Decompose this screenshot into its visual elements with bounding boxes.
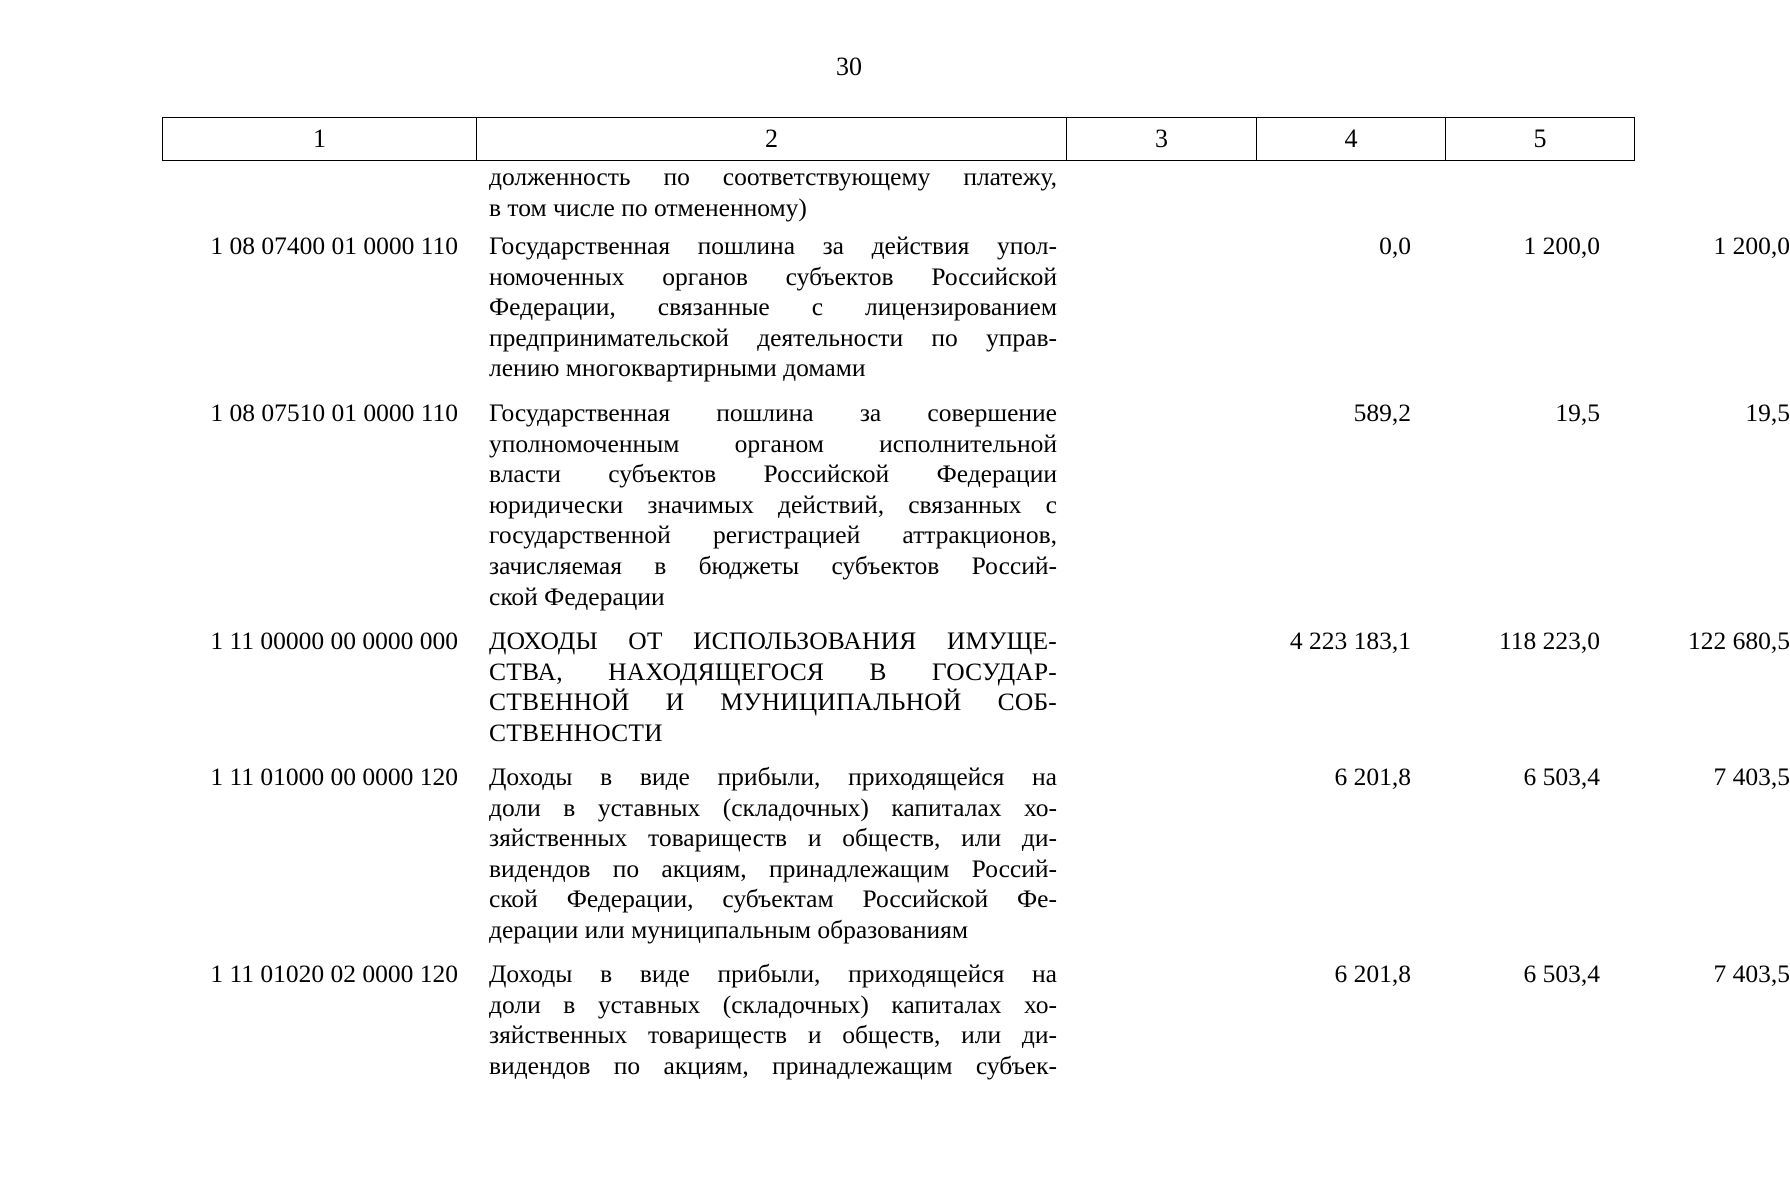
description-line: видендов по акциям, принадлежащим субъек- <box>489 1050 1057 1080</box>
description-line: номоченных органов субъектов Российской <box>489 261 1057 291</box>
description-line: Государственная пошлина за совершение <box>489 398 1057 427</box>
header-cell-4: 4 <box>1257 118 1446 161</box>
description-line: ской Федерации, субъектам Российской Фе- <box>489 884 1057 914</box>
description-line: Доходы в виде прибыли, приходящейся на <box>489 762 1057 791</box>
row-description <box>489 231 1057 384</box>
value-col3: 6 201,8 <box>1334 959 1411 988</box>
header-cell-1: 1 <box>163 118 477 161</box>
continuation-description <box>489 162 1057 223</box>
header-cell-5: 5 <box>1446 118 1635 161</box>
description-line: Федерации, связанные с лицензированием <box>489 292 1057 322</box>
header-cell-2: 2 <box>477 118 1067 161</box>
description-line: дерации или муниципальным образованиям <box>489 914 969 944</box>
row-description <box>489 959 1057 1081</box>
description-line: СТВЕННОЙ И МУНИЦИПАЛЬНОЙ СОБ- <box>489 687 1057 717</box>
description-line: Доходы в виде прибыли, приходящейся на <box>489 959 1057 988</box>
header-cell-3: 3 <box>1067 118 1257 161</box>
value-col3: 6 201,8 <box>1334 762 1411 791</box>
description-line: юридически значимых действий, связанных с <box>489 489 1057 519</box>
value-col3: 589,2 <box>1353 398 1411 427</box>
description-line: ской Федерации <box>489 581 665 611</box>
value-col5: 7 403,5 <box>1713 762 1790 791</box>
page-number: 30 <box>836 52 862 81</box>
description-line: государственной регистрацией аттракционов, <box>489 520 1057 550</box>
description-line: зачисляемая в бюджеты субъектов Россий- <box>489 550 1057 580</box>
value-col4: 19,5 <box>1555 398 1600 427</box>
value-col3: 0,0 <box>1379 231 1411 260</box>
classification-code: 1 11 00000 00 0000 000 <box>210 626 458 655</box>
classification-code: 1 11 01020 02 0000 120 <box>210 959 458 988</box>
value-col3: 4 223 183,1 <box>1289 626 1411 655</box>
description-line: доли в уставных (складочных) капиталах хо- <box>489 989 1057 1019</box>
row-description <box>489 626 1057 748</box>
classification-code: 1 08 07510 01 0000 110 <box>210 398 458 427</box>
value-col5: 7 403,5 <box>1713 959 1790 988</box>
description-line: видендов по акциям, принадлежащим Россий- <box>489 853 1057 883</box>
value-col4: 1 200,0 <box>1523 231 1600 260</box>
value-col4: 6 503,4 <box>1523 762 1600 791</box>
table-header <box>162 117 1635 161</box>
description-line: СТВА, НАХОДЯЩЕГОСЯ В ГОСУДАР- <box>489 656 1057 686</box>
description-line: лению многоквартирными домами <box>489 353 866 383</box>
description-line: доли в уставных (складочных) капиталах хо- <box>489 792 1057 822</box>
description-line: власти субъектов Российской Федерации <box>489 459 1057 489</box>
value-col5: 1 200,0 <box>1713 231 1790 260</box>
description-line: предпринимательской деятельности по управ- <box>489 322 1057 352</box>
value-col5: 122 680,5 <box>1688 626 1790 655</box>
description-line: в том числе по отмененному) <box>489 192 807 222</box>
description-line: Государственная пошлина за действия упол- <box>489 231 1057 260</box>
row-description <box>489 762 1057 946</box>
description-line: уполномоченным органом исполнительной <box>489 428 1057 458</box>
classification-code: 1 11 01000 00 0000 120 <box>210 762 458 791</box>
header-row <box>163 118 1635 161</box>
description-line: долженность по соответствующему платежу, <box>489 162 1057 191</box>
description-line: зяйственных товариществ и обществ, или ди- <box>489 1020 1057 1050</box>
description-line: СТВЕННОСТИ <box>489 717 663 747</box>
value-col4: 6 503,4 <box>1523 959 1600 988</box>
row-description <box>489 398 1057 612</box>
value-col5: 19,5 <box>1745 398 1790 427</box>
classification-code: 1 08 07400 01 0000 110 <box>210 231 458 260</box>
description-line: зяйственных товариществ и обществ, или ди- <box>489 823 1057 853</box>
value-col4: 118 223,0 <box>1498 626 1600 655</box>
description-line: ДОХОДЫ ОТ ИСПОЛЬЗОВАНИЯ ИМУЩЕ- <box>489 626 1057 655</box>
